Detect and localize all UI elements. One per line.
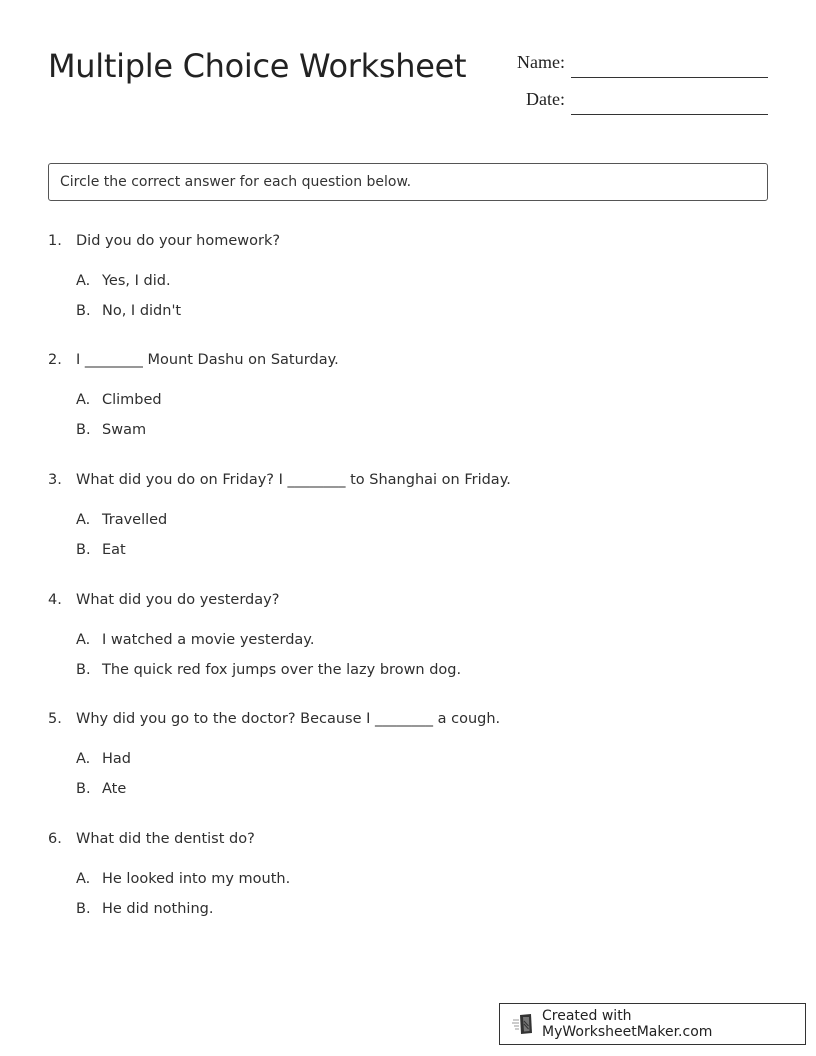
question-2 bbox=[48, 350, 768, 449]
name-field bbox=[500, 50, 768, 78]
question-3 bbox=[48, 470, 768, 569]
option-b[interactable] bbox=[76, 779, 768, 799]
option-letter: B. bbox=[76, 421, 91, 438]
option-letter: A. bbox=[76, 392, 91, 408]
option-b[interactable] bbox=[76, 899, 768, 919]
option-a[interactable] bbox=[76, 749, 768, 769]
question-number: 2. bbox=[48, 352, 62, 368]
question-text: Did you do your homework? bbox=[76, 233, 281, 249]
option-b[interactable] bbox=[76, 420, 768, 440]
option-text: Eat bbox=[102, 541, 126, 558]
option-letter: A. bbox=[76, 632, 91, 648]
option-b[interactable] bbox=[76, 301, 768, 321]
option-a[interactable] bbox=[76, 510, 768, 530]
option-text: He looked into my mouth. bbox=[102, 871, 291, 887]
option-letter: B. bbox=[76, 302, 91, 319]
option-letter: A. bbox=[76, 512, 91, 528]
worksheet-logo-icon bbox=[512, 1013, 536, 1035]
option-letter: B. bbox=[76, 541, 91, 558]
question-text: What did the dentist do? bbox=[76, 831, 255, 847]
instructions-box bbox=[48, 163, 768, 201]
option-text: Swam bbox=[102, 421, 147, 438]
option-text: Ate bbox=[102, 780, 127, 797]
option-text: No, I didn't bbox=[102, 302, 182, 319]
option-b[interactable] bbox=[76, 540, 768, 560]
date-blank-line bbox=[571, 114, 768, 115]
question-1 bbox=[48, 231, 768, 330]
option-letter: A. bbox=[76, 273, 91, 289]
question-text: I ________ Mount Dashu on Saturday. bbox=[76, 352, 339, 368]
option-text: I watched a movie yesterday. bbox=[102, 632, 315, 648]
created-with-badge[interactable] bbox=[499, 1003, 806, 1045]
option-text: Climbed bbox=[102, 392, 162, 408]
option-letter: A. bbox=[76, 751, 91, 767]
option-letter: B. bbox=[76, 900, 91, 917]
question-5 bbox=[48, 709, 768, 808]
option-text: He did nothing. bbox=[102, 900, 214, 917]
question-number: 3. bbox=[48, 472, 62, 488]
question-text: What did you do on Friday? I ________ to Shanghai on Friday. bbox=[76, 472, 511, 488]
created-with-text: Created with MyWorksheetMaker.com bbox=[542, 1008, 713, 1040]
option-letter: B. bbox=[76, 780, 91, 797]
question-text: What did you do yesterday? bbox=[76, 592, 280, 608]
date-label: Date: bbox=[526, 89, 565, 109]
option-b[interactable] bbox=[76, 660, 768, 680]
question-number: 5. bbox=[48, 711, 62, 727]
question-number: 6. bbox=[48, 831, 62, 847]
option-text: Yes, I did. bbox=[102, 273, 171, 289]
question-6 bbox=[48, 829, 768, 928]
worksheet-title: Multiple Choice Worksheet bbox=[48, 47, 467, 85]
option-text: Had bbox=[102, 751, 131, 767]
option-letter: A. bbox=[76, 871, 91, 887]
option-a[interactable] bbox=[76, 390, 768, 410]
option-a[interactable] bbox=[76, 630, 768, 650]
option-text: The quick red fox jumps over the lazy brown dog. bbox=[102, 661, 462, 678]
option-a[interactable] bbox=[76, 869, 768, 889]
question-4 bbox=[48, 590, 768, 689]
name-blank-line bbox=[571, 77, 768, 78]
option-letter: B. bbox=[76, 661, 91, 678]
question-text: Why did you go to the doctor? Because I ________ a cough. bbox=[76, 711, 501, 727]
instructions-text: Circle the correct answer for each question below. bbox=[60, 174, 412, 190]
option-a[interactable] bbox=[76, 271, 768, 291]
question-number: 1. bbox=[48, 233, 62, 249]
question-number: 4. bbox=[48, 592, 62, 608]
option-text: Travelled bbox=[102, 512, 168, 528]
name-label: Name: bbox=[517, 52, 565, 72]
date-field bbox=[500, 87, 768, 115]
